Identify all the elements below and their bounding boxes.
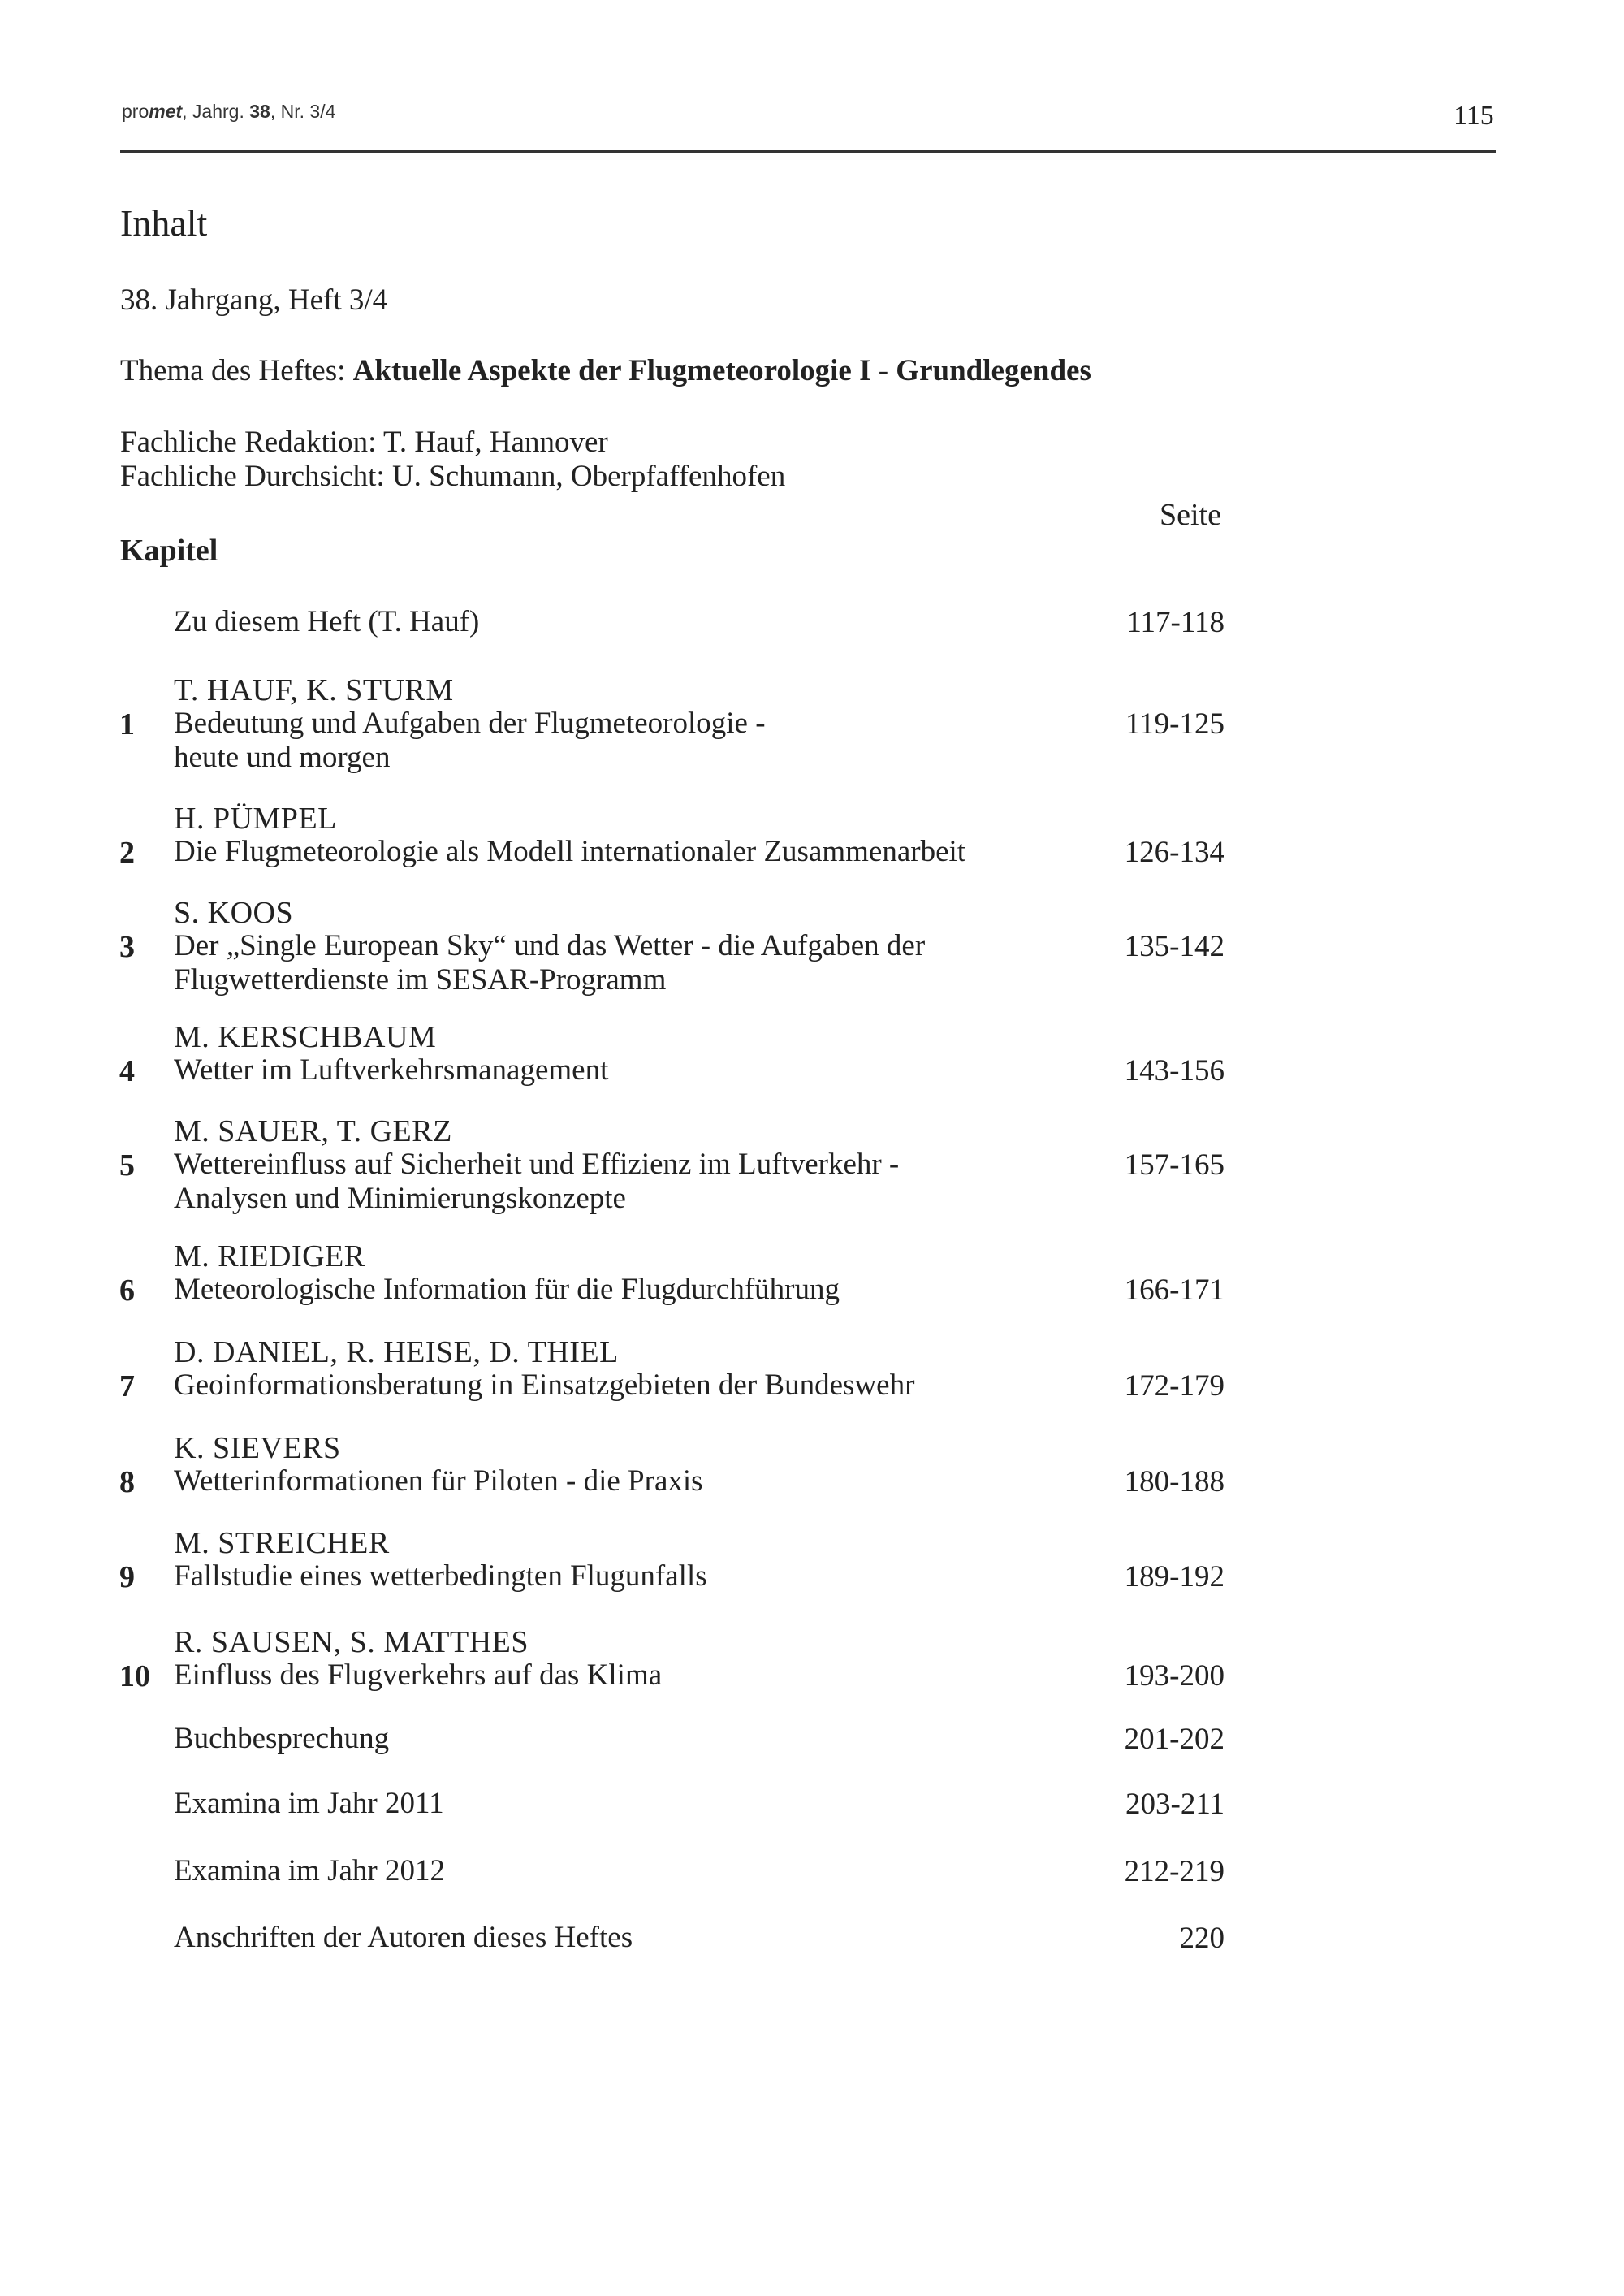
entry-pages: 189-192 <box>1124 1560 1224 1593</box>
entry-number: 4 <box>119 1054 135 1088</box>
entry-title: Meteorologische Information für die Flugdurchführung <box>174 1273 840 1306</box>
entry-pages: 212-219 <box>1124 1855 1224 1888</box>
entry-authors: T. HAUF, K. STURM <box>174 673 454 707</box>
entry-title: Wetter im Luftverkehrsmanagement <box>174 1053 609 1087</box>
entry-title: Fallstudie eines wetterbedingten Flugunfalls <box>174 1559 707 1593</box>
issue-number: , Nr. 3/4 <box>270 101 336 122</box>
entry-title-cont: Flugwetterdienste im SESAR-Programm <box>174 963 667 997</box>
theme-label: Thema des Heftes: <box>120 354 353 387</box>
entry-number: 6 <box>119 1273 135 1308</box>
entry-title: Einfluss des Flugverkehrs auf das Klima <box>174 1658 663 1692</box>
entry-title-cont: heute und morgen <box>174 741 391 774</box>
entry-authors: R. SAUSEN, S. MATTHES <box>174 1625 529 1659</box>
entry-pages: 201-202 <box>1124 1723 1224 1756</box>
entry-title: Zu diesem Heft (T. Hauf) <box>174 605 480 638</box>
entry-authors: M. RIEDIGER <box>174 1239 365 1273</box>
entry-authors: S. KOOS <box>174 896 294 930</box>
page-number: 115 <box>1453 101 1494 131</box>
entry-title: Examina im Jahr 2011 <box>174 1787 444 1820</box>
theme-line <box>120 353 1091 388</box>
entry-title-cont: Analysen und Minimierungskonzepte <box>174 1182 626 1215</box>
entry-number: 5 <box>119 1148 135 1183</box>
entry-number: 3 <box>119 930 135 964</box>
entry-title: Buchbesprechung <box>174 1722 390 1755</box>
entry-number: 9 <box>119 1560 135 1594</box>
entry-title: Bedeutung und Aufgaben der Flugmeteorologie - <box>174 707 766 740</box>
entry-pages: 180-188 <box>1124 1465 1224 1498</box>
entry-title: Wettereinfluss auf Sicherheit und Effizienz im Luftverkehr - <box>174 1148 900 1181</box>
entry-title: Wetterinformationen für Piloten - die Praxis <box>174 1464 703 1498</box>
entry-title: Geoinformationsberatung in Einsatzgebieten der Bundeswehr <box>174 1369 915 1402</box>
entry-pages: 135-142 <box>1124 930 1224 963</box>
reviewer-line: Fachliche Durchsicht: U. Schumann, Oberpfaffenhofen <box>120 460 786 493</box>
entry-pages: 126-134 <box>1124 836 1224 869</box>
entry-authors: D. DANIEL, R. HEISE, D. THIEL <box>174 1335 619 1369</box>
running-head <box>122 101 335 123</box>
journal-name-emph: met <box>149 101 183 122</box>
journal-mid: , Jahrg. <box>182 101 250 122</box>
theme-title: Aktuelle Aspekte der Flugmeteorologie I - Grundlegendes <box>352 354 1091 387</box>
entry-number: 7 <box>119 1369 135 1403</box>
pages-column-header: Seite <box>1160 498 1221 532</box>
entry-pages: 172-179 <box>1124 1369 1224 1403</box>
volume-number: 38 <box>249 101 270 122</box>
entry-title: Examina im Jahr 2012 <box>174 1854 445 1887</box>
issue-line: 38. Jahrgang, Heft 3/4 <box>120 283 388 317</box>
header-rule <box>120 150 1496 153</box>
journal-name-pre: pro <box>122 101 149 122</box>
entry-authors: H. PÜMPEL <box>174 802 337 836</box>
editor-line: Fachliche Redaktion: T. Hauf, Hannover <box>120 426 608 459</box>
entry-pages: 157-165 <box>1124 1148 1224 1182</box>
entry-pages: 193-200 <box>1124 1659 1224 1693</box>
entry-title: Die Flugmeteorologie als Modell internationaler Zusammenarbeit <box>174 835 966 868</box>
entry-number: 1 <box>119 707 135 742</box>
entry-pages: 143-156 <box>1124 1054 1224 1087</box>
entry-authors: M. STREICHER <box>174 1526 390 1560</box>
page-title: Inhalt <box>120 202 208 244</box>
entry-title: Anschriften der Autoren dieses Heftes <box>174 1921 633 1954</box>
entry-pages: 203-211 <box>1125 1788 1224 1821</box>
entry-pages: 119-125 <box>1125 707 1224 741</box>
entry-authors: M. KERSCHBAUM <box>174 1020 437 1054</box>
entry-number: 10 <box>119 1659 150 1693</box>
entry-pages: 117-118 <box>1126 606 1224 639</box>
entry-number: 8 <box>119 1465 135 1499</box>
chapter-column-header: Kapitel <box>120 534 218 568</box>
entry-pages: 166-171 <box>1124 1273 1224 1307</box>
entry-authors: K. SIEVERS <box>174 1431 341 1465</box>
entry-authors: M. SAUER, T. GERZ <box>174 1114 452 1148</box>
entry-number: 2 <box>119 836 135 870</box>
entry-pages: 220 <box>1179 1922 1224 1955</box>
entry-title: Der „Single European Sky“ und das Wetter - die Aufgaben der <box>174 929 926 962</box>
